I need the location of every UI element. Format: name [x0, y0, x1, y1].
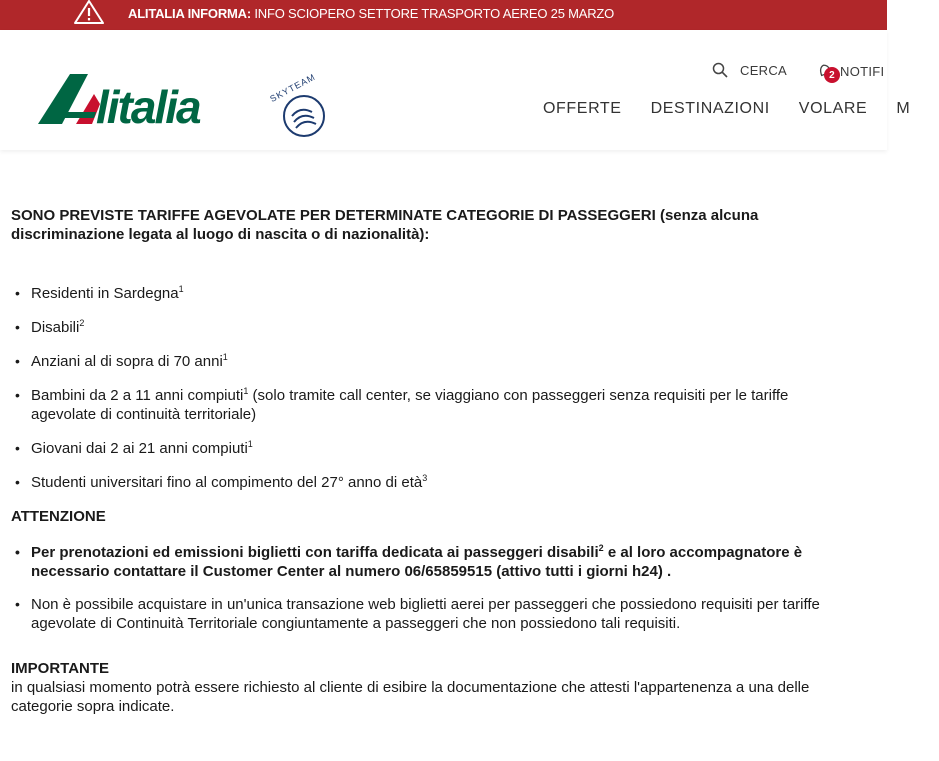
list-item: • Per prenotazioni ed emissioni biglietti con tariffa dedicata ai passeggeri disabili$^2$ e al loro accompagnatore è necessario contattare il Customer Center al numero 06/65859515 (attivo tutti i giorni h24) .: [11, 543, 831, 581]
main-nav: [543, 100, 939, 118]
search-label: CERCA: [740, 62, 788, 78]
list-item: • Bambini da 2 a 11 anni compiuti$^1$ (solo tramite call center, se viaggiano con passeggeri senza requisiti per le tariffe agevolate di continuità territoriale): [11, 386, 831, 424]
intro-rest: (senza alcuna discriminazione legata al luogo di nascita o di nazionalità):: [11, 207, 759, 243]
warning-triangle-icon: [74, 0, 104, 24]
list-item: • Residenti in Sardegna$^1$: [11, 284, 831, 303]
nav-volare[interactable]: VOLARE: [798, 100, 868, 117]
site-header: [0, 30, 911, 150]
list-item: • Anziani al di sopra di 70 anni$^1$: [11, 352, 831, 371]
alitalia-logo[interactable]: [36, 70, 266, 133]
search-icon: [712, 62, 728, 78]
alert-message: INFO SCIOPERO SETTORE TRASPORTO AEREO 25 MARZO: [250, 6, 615, 21]
attention-list: [11, 543, 831, 633]
list-item: • Disabili$^2$: [11, 318, 831, 337]
list-item: • Giovani dai 2 ai 21 anni compiuti$^1$: [11, 439, 831, 458]
svg-text:litalia: litalia: [96, 81, 200, 133]
notifications-label: NOTIFI: [840, 63, 885, 79]
passenger-categories-list: [11, 284, 831, 492]
nav-offerte[interactable]: OFFERTE: [543, 100, 622, 117]
alert-text[interactable]: [128, 6, 614, 21]
list-item: • Non è possibile acquistare in un'unica transazione web biglietti aerei per passeggeri che possiedono requisiti per tariffe agevolate di Continuità Territoriale congiuntamente a passeggeri che non possiedono tali requisiti.: [11, 595, 831, 633]
skyteam-logo[interactable]: [268, 71, 332, 138]
notifications-button[interactable]: [816, 62, 884, 80]
list-item: • Studenti universitari fino al compimento del 27° anno di età$^3$: [11, 473, 831, 492]
alert-title: ALITALIA INFORMA:: [128, 6, 251, 21]
nav-more[interactable]: M: [896, 100, 911, 117]
important-heading: IMPORTANTE: [11, 660, 110, 677]
attention-heading: ATTENZIONE: [11, 508, 106, 525]
bell-icon: [816, 62, 836, 80]
intro-paragraph: [11, 206, 831, 244]
main-content: [11, 206, 831, 716]
important-text: in qualsiasi momento potrà essere richiesto al cliente di esibire la documentazione che attesti l'appartenenza a una delle categorie sopra indicate.: [11, 679, 810, 715]
notification-count-badge: 2: [824, 67, 840, 83]
svg-text:SKYTEAM: SKYTEAM: [268, 71, 318, 104]
alert-banner[interactable]: [0, 0, 887, 30]
intro-heading: SONO PREVISTE TARIFFE AGEVOLATE PER DETERMINATE CATEGORIE DI PASSEGGERI: [11, 207, 656, 224]
nav-destinazioni[interactable]: DESTINAZIONI: [650, 100, 770, 117]
search-button[interactable]: [712, 62, 787, 78]
